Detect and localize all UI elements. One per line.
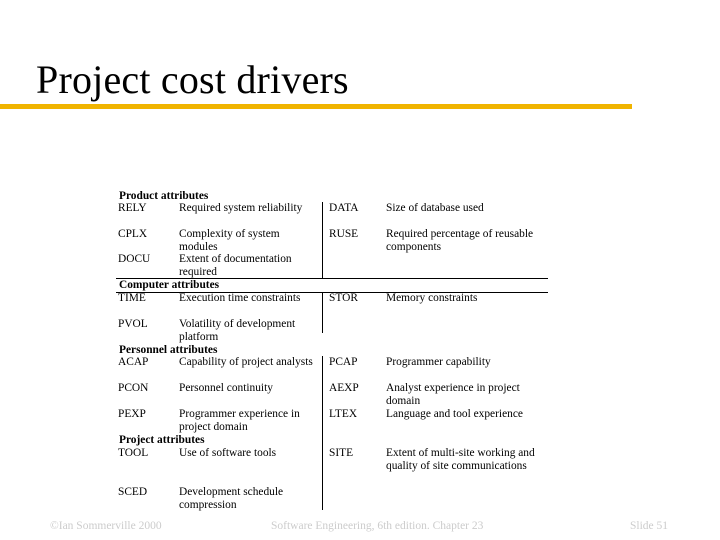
driver-code: LTEX	[329, 408, 358, 420]
driver-description: Use of software tools	[179, 447, 277, 459]
driver-description: Required system reliability	[179, 202, 303, 214]
driver-code: CPLX	[118, 228, 148, 240]
driver-code: STOR	[329, 292, 358, 304]
driver-code: AEXP	[329, 382, 359, 394]
slide-title: Project cost drivers	[36, 57, 349, 102]
driver-description: Extent of documentation required	[179, 253, 292, 278]
driver-code: RELY	[118, 202, 147, 214]
section-heading: Product attributes	[119, 190, 209, 202]
driver-description: Volatility of development platform	[179, 318, 296, 343]
driver-code: DATA	[329, 202, 359, 214]
driver-description: Complexity of system modules	[179, 228, 280, 253]
driver-description: Language and tool experience	[386, 408, 523, 420]
driver-code: TIME	[118, 292, 146, 304]
driver-description: Memory constraints	[386, 292, 478, 304]
driver-description: Analyst experience in project domain	[386, 382, 520, 407]
driver-description: Capability of project analysts	[179, 356, 313, 368]
driver-description: Programmer experience in project domain	[179, 408, 300, 433]
title-underline	[0, 104, 632, 109]
driver-description: Development schedule compression	[179, 486, 284, 511]
column-divider	[322, 356, 323, 510]
driver-code: SITE	[329, 447, 354, 459]
driver-description: Programmer capability	[386, 356, 491, 368]
driver-description: Size of database used	[386, 202, 484, 214]
driver-code: TOOL	[118, 447, 149, 459]
section-heading: Computer attributes	[119, 279, 220, 291]
driver-code: PVOL	[118, 318, 148, 330]
driver-code: DOCU	[118, 253, 151, 265]
footer-copyright: ©Ian Sommerville 2000	[50, 520, 162, 532]
footer-slide-number: Slide 51	[630, 520, 669, 532]
driver-code: SCED	[118, 486, 148, 498]
column-divider	[322, 293, 323, 333]
driver-description: Personnel continuity	[179, 382, 273, 394]
driver-code: PCAP	[329, 356, 358, 368]
driver-code: PEXP	[118, 408, 146, 420]
driver-description: Extent of multi-site working and quality of site communications	[386, 447, 535, 472]
section-heading: Personnel attributes	[119, 344, 218, 356]
cost-drivers-table	[116, 190, 548, 516]
driver-description: Required percentage of reusable components	[386, 228, 534, 253]
footer-book-reference: Software Engineering, 6th edition. Chapter 23	[271, 520, 484, 532]
driver-code: RUSE	[329, 228, 359, 240]
driver-code: PCON	[118, 382, 149, 394]
driver-description: Execution time constraints	[179, 292, 301, 304]
column-divider	[322, 202, 323, 278]
section-heading: Project attributes	[119, 434, 205, 446]
driver-code: ACAP	[118, 356, 149, 368]
